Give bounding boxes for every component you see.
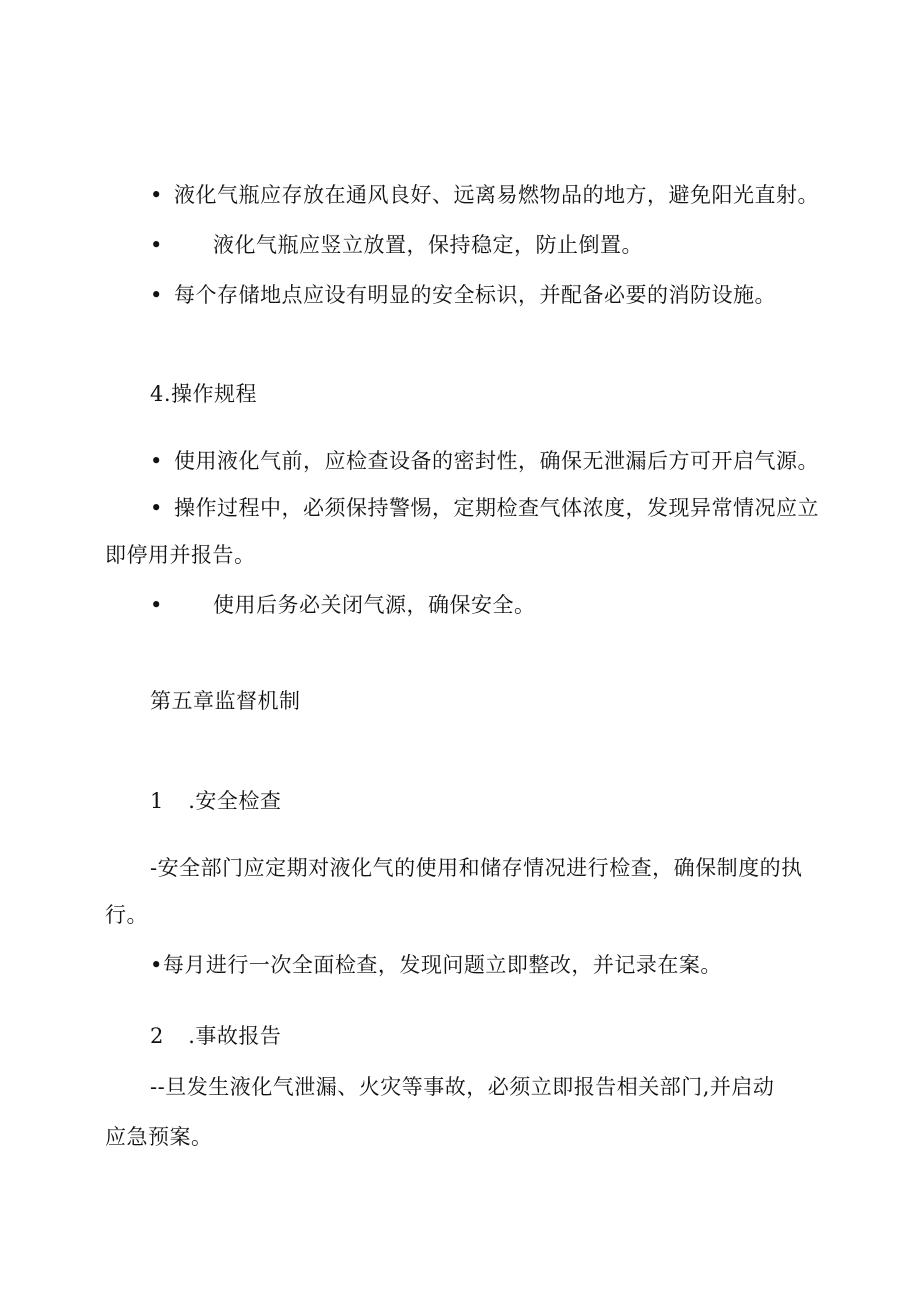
storage-item-3: 每个存储地点应设有明显的安全标识，并配备必要的消防设施。 xyxy=(174,283,776,307)
storage-item-2: 液化气瓶应竖立放置，保持稳定，防止倒置。 xyxy=(213,233,643,257)
bullet-marker: • xyxy=(150,496,163,520)
chapter-title: 第五章监督机制 xyxy=(150,689,301,713)
accident-item-1-line-1: --旦发生液化气泄漏、火灾等事故，必须立即报告相关部门,并启动 xyxy=(150,1075,775,1099)
subsection-number: 2 xyxy=(150,1024,164,1048)
bullet-marker: • xyxy=(150,283,163,307)
bullet-marker: • xyxy=(150,593,163,617)
operation-item-2-line-1: 操作过程中，必须保持警惕，定期检查气体浓度，发现异常情况应立 xyxy=(174,496,819,520)
subsection-number: 1 xyxy=(150,789,164,813)
accident-item-1-line-2: 应急预案。 xyxy=(105,1125,213,1149)
bullet-marker: • xyxy=(150,183,163,207)
subsection-title: .安全检查 xyxy=(188,789,282,813)
subsection-title: .事故报告 xyxy=(188,1024,282,1048)
inspection-item-1-line-1: -安全部门应定期对液化气的使用和储存情况进行检查，确保制度的执 xyxy=(150,856,803,880)
operation-item-3: 使用后务必关闭气源，确保安全。 xyxy=(213,593,536,617)
section-heading-operation: 4.操作规程 xyxy=(150,382,258,406)
subsection-heading-inspection xyxy=(150,788,281,814)
operation-item-2-line-2: 即停用并报告。 xyxy=(105,543,256,567)
inspection-item-1-line-2: 行。 xyxy=(105,903,148,927)
bullet-marker: • xyxy=(150,233,163,257)
storage-item-1: 液化气瓶应存放在通风良好、远离易燃物品的地方，避免阳光直射。 xyxy=(174,183,819,207)
inspection-item-2: •每月进行一次全面检查，发现问题立即整改，并记录在案。 xyxy=(150,953,722,977)
operation-item-1: 使用液化气前，应检查设备的密封性，确保无泄漏后方可开启气源。 xyxy=(174,449,819,473)
subsection-heading-accident xyxy=(150,1023,281,1049)
bullet-marker: • xyxy=(150,449,163,473)
